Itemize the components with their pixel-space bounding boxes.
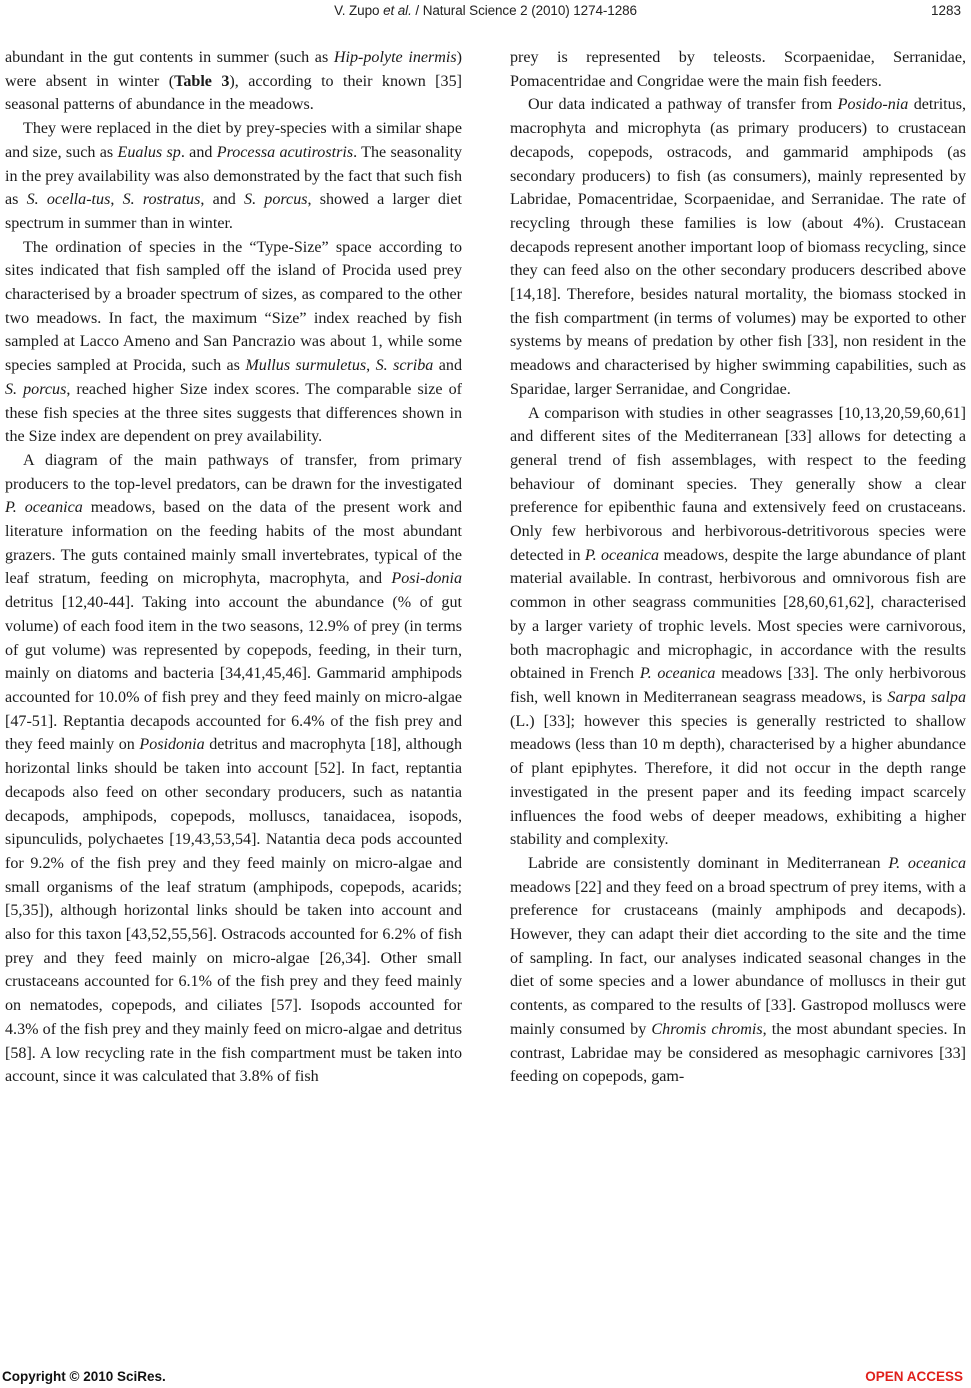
header-authors: V. Zupo [334, 3, 380, 18]
open-access-label: OPEN ACCESS [865, 1369, 963, 1384]
page-number: 1283 [930, 3, 961, 18]
text-run: detritus [12,40-44]. Taking into account the abundance (% of gut volume) of each food item in the two seasons, 12.9% of prey (in terms of gut volume) was represented by copepods, feeding, in their turn, mainly on diatoms and bacteria [34,41,45,46]. Gammarid amphipods accounted for 10.0% of fish prey and they feed mainly on micro-algae [47-51]. Reptantia decapods accounted for 6.4% of the fish prey and they feed mainly on [5, 594, 462, 754]
text-run: A comparison with studies in other seagrasses [10,13,20,59,60,61] and different sites of the Mediterranean [33] allows for detecting a general trend of fish assemblages, with respect to the feeding behaviour of dominant species. They generally show a clear preference for epibenthic fauna and extensively feed on crustaceans. Only few herbivorous and herbivorous-detritivorous species were detected in [510, 404, 966, 564]
italic-term: Eualus sp [117, 143, 181, 161]
italic-term: P. oceanica [639, 665, 716, 683]
text-run: , and [200, 191, 245, 209]
italic-term: Posido-nia [837, 96, 909, 114]
text-run: , [110, 191, 123, 209]
text-run: Our data indicated a pathway of transfer from [528, 96, 838, 114]
running-header [0, 3, 971, 23]
text-run: ) were absent in winter ( [5, 49, 462, 90]
header-journal: / Natural Science 2 (2010) 1274-1286 [415, 3, 637, 18]
italic-term: S. porcus [5, 380, 67, 398]
text-run: meadows [22] and they feed on a broad spectrum of prey items, with a preference for crustaceans (mainly amphipods and decapods). However, they can adapt their diet according to the site and the time of sampling. In fact, our analyses indicated seasonal changes in the diet of some species and a lower abundance of molluscs in their gut contents, as compared to the results of [33]. Gastropod molluscs were mainly consumed by [510, 878, 966, 1038]
text-run: , the most abundant species. In contrast, Labridae may be considered as mesophagic carnivores [33] feeding on copepods, gam- [510, 1020, 966, 1086]
paragraph [510, 93, 966, 401]
text-run: and [433, 357, 463, 375]
italic-term: Mullus surmuletus [245, 357, 367, 375]
paragraph [5, 46, 462, 117]
text-run: (L.) [33]; however this species is generally restricted to shallow meadows (less than 10 m depth), characterised by a higher abundance of plant epiphytes. Therefore, it did not occur in the depth range investigated in the present paper and its feeding impact scarcely influences the food webs of deeper meadows, exhibiting a higher stability and complexity. [510, 712, 966, 849]
italic-term: S. rostratus [122, 191, 201, 209]
italic-term: S. ocella-tus [26, 191, 111, 209]
italic-term: Chromis chromis [651, 1020, 763, 1038]
bold-reference: Table 3 [174, 72, 230, 90]
italic-term: P. oceanica [5, 499, 83, 517]
page-footer [0, 1369, 971, 1387]
italic-term: P. oceanica [584, 546, 660, 564]
italic-term: Sarpa salpa [887, 688, 966, 706]
text-run: They were replaced in the diet by prey-species with a similar shape and size, such as [5, 120, 462, 161]
right-column [510, 46, 966, 1089]
text-run: meadows, despite the large abundance of plant material available. In contrast, herbivorous and omnivorous fish are common in other seagrass communities [28,60,61,62], characterised by a larger variety of trophic levels. Most species were carnivorous, both macrophagic and microphagic, in accordance with the results obtained in French [510, 546, 966, 683]
paragraph [510, 852, 966, 1089]
italic-term: S. scriba [375, 357, 434, 375]
italic-term: Posi-donia [391, 570, 462, 588]
text-run: A diagram of the main pathways of transfer, from primary producers to the top-level predators, can be drawn for the investigated [5, 451, 462, 493]
text-run: , [366, 357, 376, 375]
text-run: , showed a larger diet spectrum in summer than in winter. [5, 191, 462, 232]
paragraph [5, 449, 462, 1089]
text-run: abundant in the gut contents in summer (such as [5, 49, 334, 66]
running-title [0, 3, 971, 18]
italic-term: Hip-polyte inermis [333, 49, 457, 66]
text-run: , reached higher Size index scores. The comparable size of these fish species at the three sites suggests that differences shown in the Size index are dependent on prey availability. [5, 380, 462, 446]
text-run: detritus, macrophyta and microphyta (as primary producers) to crustacean decapods, copepods, ostracods, and gammarid amphipods (as secondary producers) to fish (as consumers), mainly represented by Labridae, Pomacentridae, Scorpaenidae, and Serranidae. The rate of recycling through these families is low (about 4%). Crustacean decapods represent another important loop of biomass recycling, since they can feed also on the other secondary producers described above [14,18]. Therefore, besides natural mortality, the biomass stocked in the fish compartment (in terms of volumes) may be exported to other systems by means of predation by other fish [33], non resident in the meadows and characterised by higher swimming capabilities, such as Sparidae, larger Serranidae, and Congridae. [510, 96, 966, 398]
italic-term: Posidonia [139, 736, 205, 754]
italic-term: P. oceanica [888, 854, 966, 872]
text-run: The ordination of species in the “Type-Size” space according to sites indicated that fish sampled off the island of Procida used prey characterised by a broader spectrum of sizes, as compared to the other two meadows. In fact, the maximum “Size” index reached by fish sampled at Lacco Ameno and San Pancrazio was about 1, while some species sampled at Procida, such as [5, 238, 462, 375]
text-run: . and [180, 143, 217, 161]
text-run: meadows [33]. The only herbivorous fish, well known in Mediterranean seagrass meadows, is [510, 665, 966, 706]
paragraph [5, 117, 462, 236]
text-run: ), according to their known [35] seasonal patterns of abundance in the meadows. [5, 72, 462, 114]
text-run: prey is represented by teleosts. Scorpaenidae, Serranidae, Pomacentridae and Congridae were the main fish feeders. [510, 49, 966, 90]
left-column [5, 46, 462, 1089]
header-etal: et al. [383, 3, 412, 18]
italic-term: S. porcus [244, 191, 308, 209]
paragraph [5, 236, 462, 449]
text-run: Labride are consistently dominant in Mediterranean [528, 854, 889, 872]
paragraph [510, 46, 966, 93]
text-run: meadows, based on the data of the present work and literature information on the feeding habits of the most abundant grazers. The guts contained mainly small invertebrates, typical of the leaf stratum, feeding on microphyta, macrophyta, and [5, 499, 463, 588]
copyright-notice: Copyright © 2010 SciRes. [2, 1369, 166, 1384]
text-run: . The seasonality in the prey availability was also demonstrated by the fact that such fish as [5, 143, 463, 209]
italic-term: Processa acutirostris [216, 143, 354, 161]
text-run: detritus and macrophyta [18], although horizontal links should be taken into account [52]. In fact, reptantia decapods also feed on other secondary producers, such as natantia decapods, amphipods, copepods, molluscs, tanaidacea, isopods, sipunculids, polychaetes [19,43,53,54]. Natantia deca pods accounted for 9.2% of the fish prey and they feed mainly on micro-algae and small organisms of the leaf stratum (amphipods, copepods, acarids; [5,35]), although horizontal links should be taken into account and also for this taxon [43,52,55,56]. Ostracods accounted for 6.2% of fish prey and they feed mainly on micro-algae [26,34]. Other small crustaceans accounted for 6.1% of the fish prey and they feed mainly on nematodes, copepods, and ciliates [57]. Isopods accounted for 4.3% of the fish prey and they mainly feed on micro-algae and detritus [58]. A low recycling rate in the fish compartment must be taken into account, since it was calculated that 3.8% of fish [5, 736, 463, 1086]
paragraph [510, 402, 966, 852]
